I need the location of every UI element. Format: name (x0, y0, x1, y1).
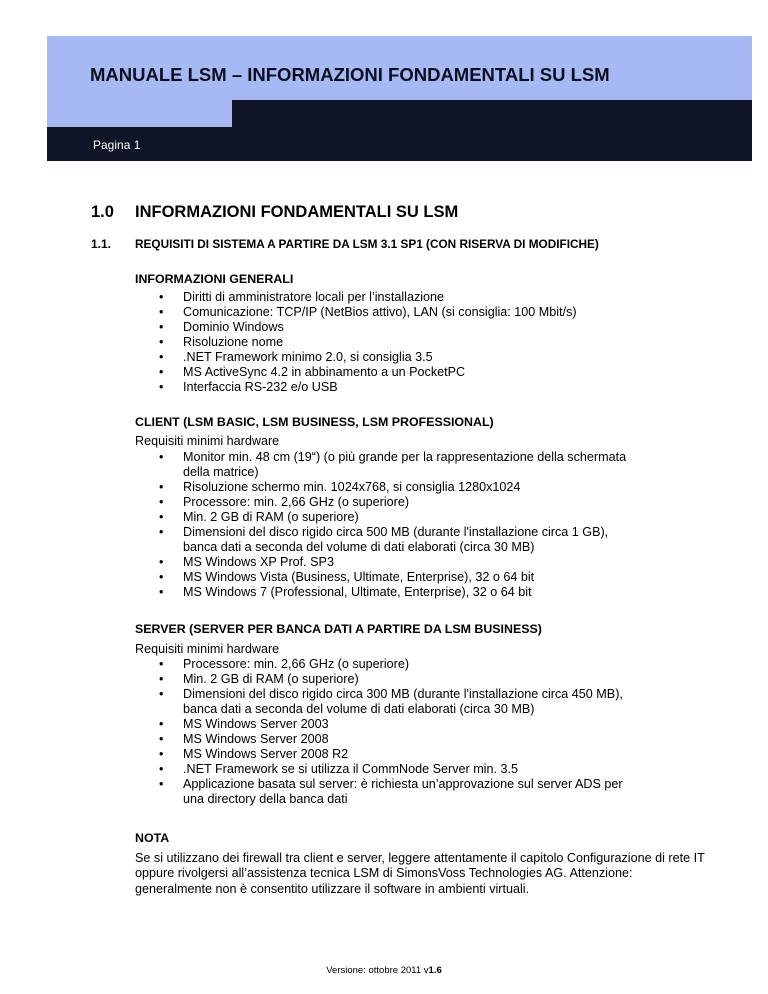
client-intro: Requisiti minimi hardware (135, 434, 280, 448)
list-item-continuation: della matrice) (183, 465, 259, 479)
footer (0, 965, 768, 976)
list-item: • .NET Framework minimo 2.0, si consiglia 3.5 (159, 350, 433, 364)
section-title: INFORMAZIONI FONDAMENTALI SU LSM (135, 203, 459, 221)
footer-version-prefix: Versione: ottobre 2011 v (326, 965, 429, 976)
list-item: • Min. 2 GB di RAM (o superiore) (159, 510, 359, 524)
subsection-number: 1.1. (91, 237, 112, 251)
list-item: • Monitor min. 48 cm (19“) (o più grande per la rappresentazione della schermata (159, 450, 627, 464)
general-list (159, 290, 577, 395)
bullet-icon: • (159, 747, 164, 761)
bullet-icon: • (159, 290, 164, 304)
list-item: • Comunicazione: TCP/IP (NetBios attivo), LAN (si consiglia: 100 Mbit/s) (159, 305, 577, 319)
bullet-icon: • (159, 320, 164, 334)
list-item-continuation: banca dati a seconda del volume di dati elaborati (circa 30 MB) (183, 540, 535, 554)
list-item: • Risoluzione schermo min. 1024x768, si consiglia 1280x1024 (159, 480, 521, 494)
list-item: • Diritti di amministratore locali per l’installazione (159, 290, 445, 304)
bullet-icon: • (159, 585, 164, 599)
list-item: • Interfaccia RS-232 e/o USB (159, 380, 338, 394)
bullet-icon: • (159, 350, 164, 364)
list-item: • MS Windows Server 2003 (159, 717, 329, 731)
bullet-icon: • (159, 365, 164, 379)
list-item: • Dimensioni del disco rigido circa 500 MB (durante l'installazione circa 1 GB), (159, 525, 609, 539)
nota-heading: NOTA (135, 831, 170, 845)
bullet-icon: • (159, 717, 164, 731)
list-item: • MS Windows XP Prof. SP3 (159, 555, 334, 569)
bullet-icon: • (159, 305, 164, 319)
list-item: • Risoluzione nome (159, 335, 284, 349)
bullet-icon: • (159, 777, 164, 791)
list-item: • MS Windows 7 (Professional, Ultimate, Enterprise), 32 o 64 bit (159, 585, 532, 599)
server-heading: SERVER (SERVER PER BANCA DATI A PARTIRE DA LSM BUSINESS) (135, 622, 542, 636)
section-number: 1.0 (91, 203, 114, 221)
document-title: MANUALE LSM – INFORMAZIONI FONDAMENTALI SU LSM (90, 64, 610, 85)
list-item-continuation: banca dati a seconda del volume di dati elaborati (circa 30 MB) (183, 702, 535, 716)
list-item: • Applicazione basata sul server: è richiesta un’approvazione sul server ADS per (159, 777, 623, 791)
bullet-icon: • (159, 525, 164, 539)
nota-text: Se si utilizzano dei firewall tra client e server, leggere attentamente il capitolo Configurazione di rete IT oppure rivolgersi all’assistenza tecnica LSM di SimonsVoss Technologies AG. Attenzione: generalmente non è consentito utilizzare il software in ambienti virtuali. (135, 851, 705, 896)
bullet-icon: • (159, 687, 164, 701)
bullet-icon: • (159, 657, 164, 671)
list-item: • .NET Framework se si utilizza il CommNode Server min. 3.5 (159, 762, 518, 776)
bullet-icon: • (159, 555, 164, 569)
bullet-icon: • (159, 762, 164, 776)
bullet-icon: • (159, 380, 164, 394)
server-intro: Requisiti minimi hardware (135, 642, 280, 656)
bullet-icon: • (159, 495, 164, 509)
bullet-icon: • (159, 732, 164, 746)
subsection-title: REQUISITI DI SISTEMA A PARTIRE DA LSM 3.1 SP1 (CON RISERVA DI MODIFICHE) (135, 237, 599, 251)
list-item: • Processore: min. 2,66 GHz (o superiore) (159, 657, 410, 671)
bullet-icon: • (159, 672, 164, 686)
bullet-icon: • (159, 450, 164, 464)
bullet-icon: • (159, 510, 164, 524)
server-list (159, 657, 623, 807)
bullet-icon: • (159, 335, 164, 349)
page-label: Pagina 1 (93, 138, 141, 152)
client-list (159, 450, 627, 600)
general-heading: INFORMAZIONI GENERALI (135, 272, 294, 286)
footer-version-number: 1.6 (428, 965, 442, 976)
bullet-icon: • (159, 480, 164, 494)
list-item: • Dimensioni del disco rigido circa 300 MB (durante l'installazione circa 450 MB), (159, 687, 623, 701)
list-item: • Dominio Windows (159, 320, 284, 334)
list-item: • MS Windows Server 2008 (159, 732, 329, 746)
bullet-icon: • (159, 570, 164, 584)
list-item-continuation: una directory della banca dati (183, 792, 348, 806)
header-notch (47, 100, 232, 127)
list-item: • Processore: min. 2,66 GHz (o superiore) (159, 495, 410, 509)
list-item: • MS Windows Vista (Business, Ultimate, Enterprise), 32 o 64 bit (159, 570, 535, 584)
client-heading: CLIENT (LSM BASIC, LSM BUSINESS, LSM PROFESSIONAL) (135, 415, 494, 429)
list-item: • Min. 2 GB di RAM (o superiore) (159, 672, 359, 686)
list-item: • MS Windows Server 2008 R2 (159, 747, 349, 761)
list-item: • MS ActiveSync 4.2 in abbinamento a un PocketPC (159, 365, 466, 379)
